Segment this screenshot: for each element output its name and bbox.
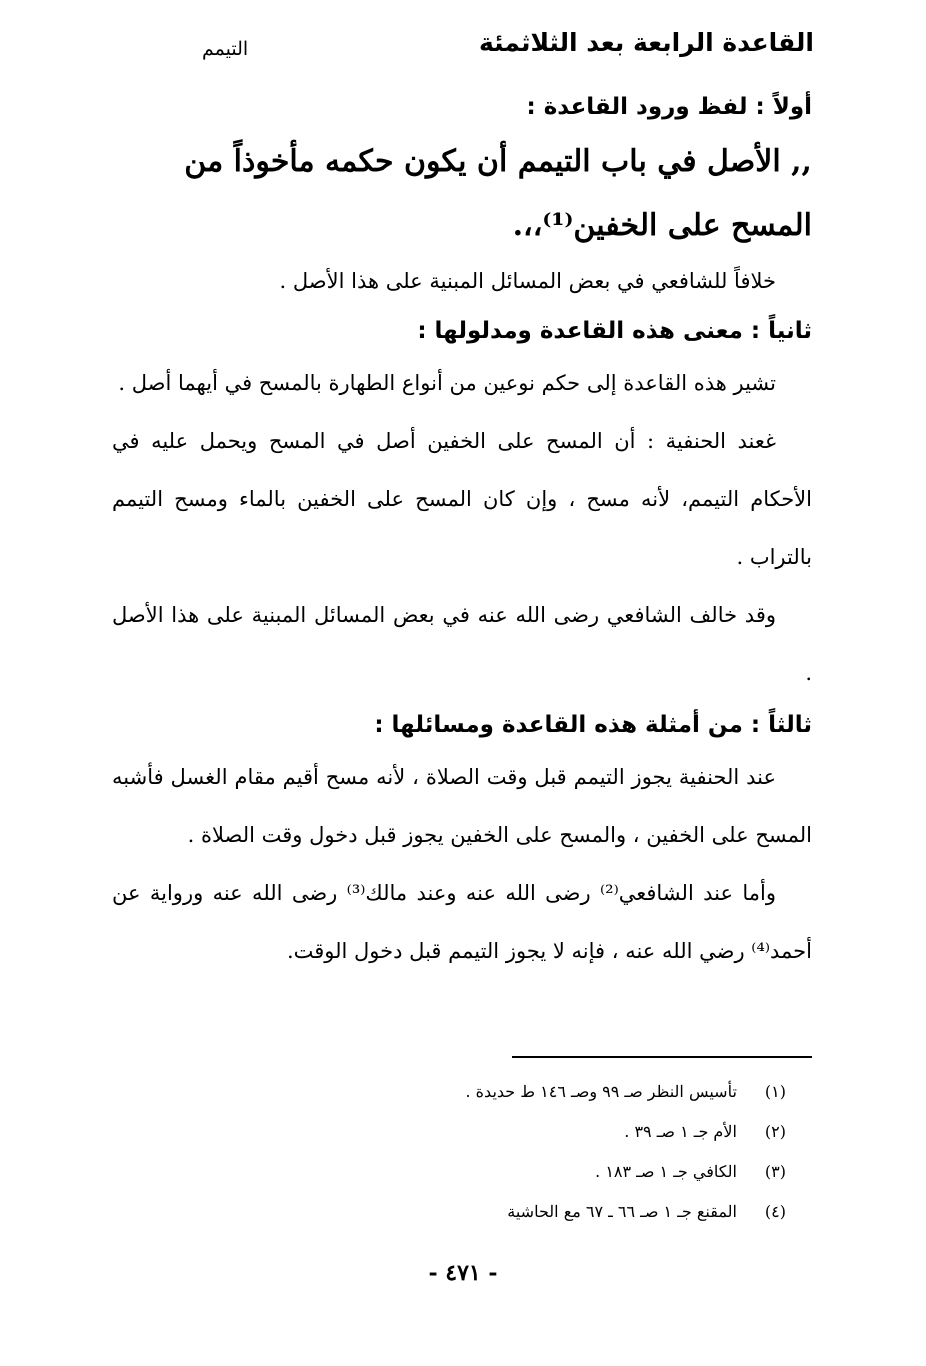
section-heading-second: ثانياً : معنى هذه القاعدة ومدلولها : (417, 318, 812, 344)
rule-text-line1: ,, الأصل في باب التيمم أن يكون حكمه مأخوذاً من (184, 144, 812, 179)
rule-text-line2: المسح على الخفين⁽¹⁾،،. (512, 208, 812, 243)
chapter-title: القاعدة الرابعة بعد الثلاثمئة (478, 28, 814, 57)
footnote-text: الأم جـ ١ صـ ٣٩ . (624, 1122, 737, 1141)
footnote-text: تأسيس النظر صـ ٩٩ وصـ ١٤٦ ط حديدة . (465, 1082, 737, 1101)
page-header (112, 28, 814, 68)
footnote-number: (١) (764, 1082, 786, 1101)
page-number: - ٤٧١ - (428, 1260, 498, 1286)
footnote-text: الكافي جـ ١ صـ ١٨٣ . (595, 1162, 737, 1181)
rule-note: خلافاً للشافعي في بعض المسائل المبنية على هذا الأصل . (279, 269, 776, 293)
example-paragraph-1: عند الحنفية يجوز التيمم قبل وقت الصلاة ، لأنه مسح أقيم مقام الغسل فأشبه المسح على الخفين ، والمسح على الخفين يجوز قبل دخول وقت الصلاة . (112, 765, 812, 847)
footnote-divider (512, 1056, 812, 1058)
footnote-text: المقنع جـ ١ صـ ٦٦ ـ ٦٧ مع الحاشية (507, 1202, 737, 1221)
footnotes (286, 1072, 786, 1232)
footnote-item (286, 1152, 786, 1192)
main-content (112, 84, 812, 980)
example-paragraph-2: وأما عند الشافعي⁽²⁾ رضى الله عنه وعند مالك⁽³⁾ رضى الله عنه ورواية عن أحمد⁽⁴⁾ رضي الله عنه ، فإنه لا يجوز التيمم قبل دخول الوقت. (112, 881, 812, 963)
meaning-paragraph-2: غعند الحنفية : أن المسح على الخفين أصل في المسح ويحمل عليه في الأحكام التيمم، لأنه مسح ، وإن كان المسح على الخفين بالماء ومسح التيمم بالتراب . (112, 429, 812, 569)
footnote-item (286, 1112, 786, 1152)
footnote-number: (٤) (764, 1202, 786, 1221)
meaning-paragraph-3: وقد خالف الشافعي رضى الله عنه في بعض المسائل المبنية على هذا الأصل . (112, 603, 812, 685)
footnote-number: (٣) (764, 1162, 786, 1181)
section-heading-third: ثالثاً : من أمثلة هذه القاعدة ومسائلها : (374, 712, 812, 738)
meaning-paragraph-1: تشير هذه القاعدة إلى حكم نوعين من أنواع الطهارة بالمسح في أيهما أصل . (118, 371, 776, 395)
footnote-item (286, 1192, 786, 1232)
topic-label: التيمم (202, 38, 249, 60)
section-heading-first: أولاً : لفظ ورود القاعدة : (526, 94, 812, 120)
footnote-number: (٢) (764, 1122, 786, 1141)
footnote-item (286, 1072, 786, 1112)
